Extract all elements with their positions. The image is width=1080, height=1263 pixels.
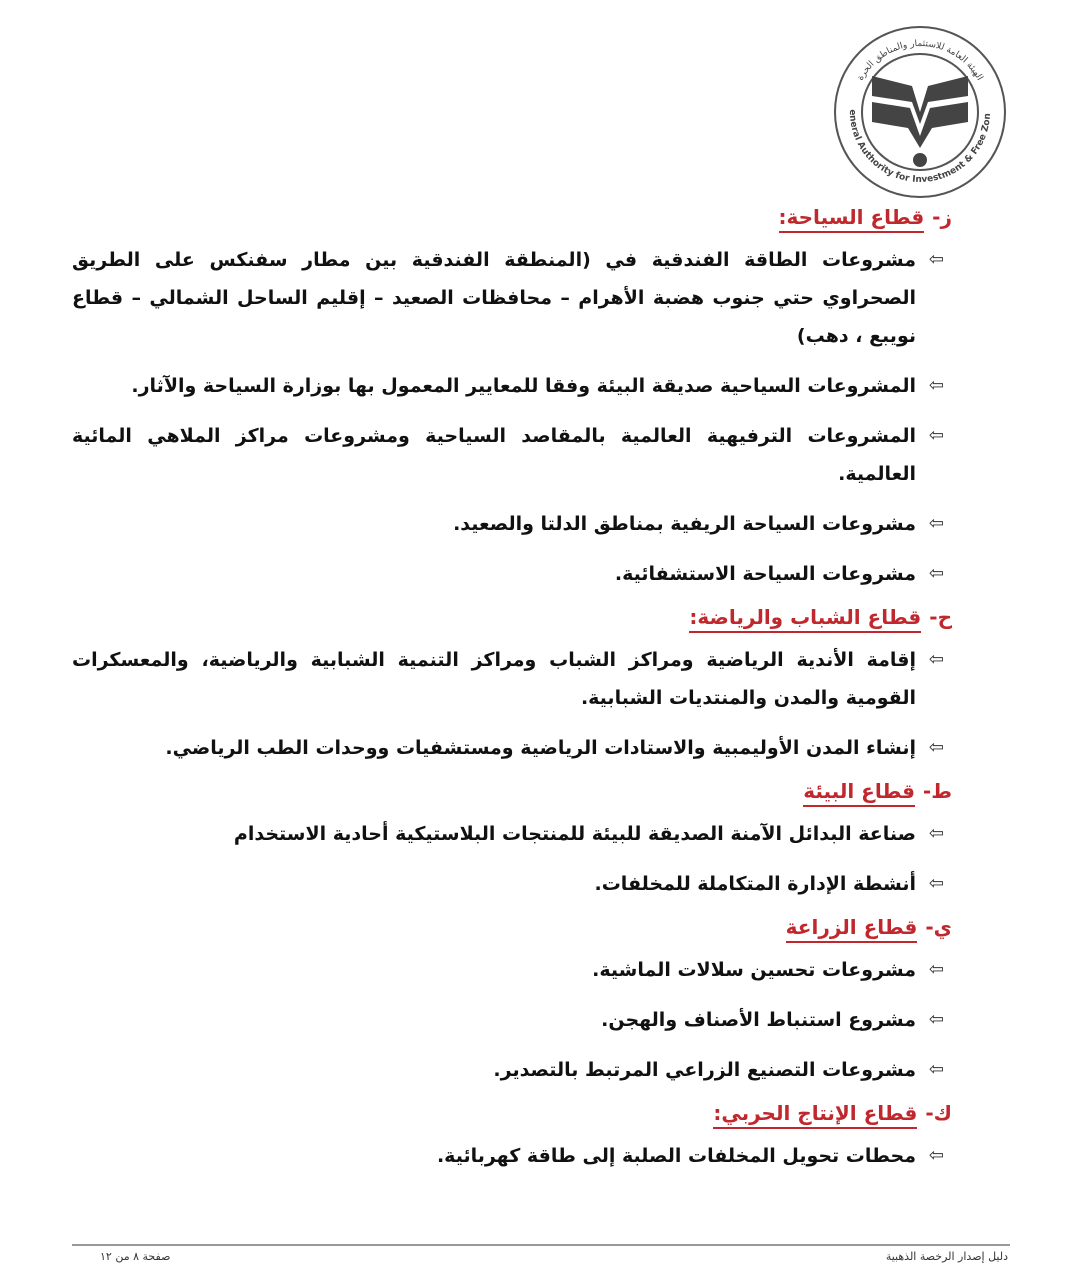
section-title: قطاع الإنتاج الحربي:: [713, 1101, 917, 1129]
list-item: [72, 1051, 944, 1089]
footer-page-number: صفحة ٨ من ١٢: [100, 1250, 171, 1263]
list-item: [72, 865, 944, 903]
section-heading: [72, 605, 952, 633]
section-letter: ط-: [922, 779, 952, 803]
arrow-left-icon: ⇦: [928, 249, 944, 270]
arrow-left-icon: ⇦: [928, 1009, 944, 1030]
list-item: [72, 1137, 944, 1175]
arrow-left-icon: ⇦: [928, 823, 944, 844]
arrow-left-icon: ⇦: [928, 959, 944, 980]
section-title: قطاع الزراعة: [786, 915, 918, 943]
list-item-text: أنشطة الإدارة المتكاملة للمخلفات.: [594, 873, 916, 895]
arrow-left-icon: ⇦: [928, 1145, 944, 1166]
section-letter: ح-: [929, 605, 952, 629]
list-item: [72, 367, 944, 405]
list-item-text: مشروعات التصنيع الزراعي المرتبط بالتصدير.: [493, 1059, 916, 1081]
section-heading: [72, 915, 952, 943]
arrow-left-icon: ⇦: [928, 425, 944, 446]
list-item-text: مشروعات السياحة الريفية بمناطق الدلتا والصعيد.: [453, 513, 916, 535]
list-item: [72, 815, 944, 853]
arrow-left-icon: ⇦: [928, 375, 944, 396]
arrow-left-icon: ⇦: [928, 649, 944, 670]
list-item: [72, 641, 944, 717]
svg-text:الهيئة العامة للاستثمار والمنا: الهيئة العامة للاستثمار والمناطق الحرة: [855, 38, 985, 83]
list-item: [72, 951, 944, 989]
svg-text:General Authority for Investme: eneral Authority for Investment & Free Zon: [846, 109, 994, 186]
list-item-text: مشروعات تحسين سلالات الماشية.: [592, 959, 916, 981]
footer-divider: [72, 1244, 1010, 1246]
section-title: قطاع البيئة: [803, 779, 915, 807]
arrow-left-icon: ⇦: [928, 563, 944, 584]
section: [72, 915, 972, 1089]
arrow-left-icon: ⇦: [928, 1059, 944, 1080]
list-item-text: إقامة الأندية الرياضية ومراكز الشباب ومراكز التنمية الشبابية والرياضية، والمعسكرات القومية والمدن والمنتديات الشبابية.: [72, 649, 916, 709]
section-heading: [72, 205, 952, 233]
list-item-text: إنشاء المدن الأوليمبية والاستادات الرياضية ومستشفيات ووحدات الطب الرياضي.: [165, 737, 916, 759]
section-title: قطاع الشباب والرياضة:: [689, 605, 921, 633]
section-heading: [72, 1101, 952, 1129]
list-item-text: المشروعات الترفيهية العالمية بالمقاصد السياحية ومشروعات مراكز الملاهي المائية العالمية.: [72, 425, 916, 485]
list-item: [72, 505, 944, 543]
footer-document-title: دليل إصدار الرخصة الذهبية: [885, 1250, 1008, 1263]
section: [72, 205, 972, 593]
list-item-text: صناعة البدائل الآمنة الصديقة للبيئة للمنتجات البلاستيكية أحادية الاستخدام: [233, 823, 916, 845]
section-heading: [72, 779, 952, 807]
arrow-left-icon: ⇦: [928, 873, 944, 894]
list-item-text: مشروعات السياحة الاستشفائية.: [614, 563, 916, 585]
list-item: [72, 417, 944, 493]
section: [72, 605, 972, 767]
section: [72, 1101, 972, 1175]
arrow-left-icon: ⇦: [928, 737, 944, 758]
list-item: [72, 555, 944, 593]
section-title: قطاع السياحة:: [779, 205, 925, 233]
list-item-text: المشروعات السياحية صديقة البيئة وفقا للمعايير المعمول بها بوزارة السياحة والآثار.: [131, 375, 916, 397]
list-item: [72, 729, 944, 767]
arrow-left-icon: ⇦: [928, 513, 944, 534]
list-item-text: محطات تحويل المخلفات الصلبة إلى طاقة كهربائية.: [436, 1145, 916, 1167]
authority-seal-logo: [832, 24, 1008, 200]
list-item-text: مشروعات الطاقة الفندقية في (المنطقة الفندقية بين مطار سفنكس على الطريق الصحراوي حتي جنوب هضبة الأهرام – محافظات الصعيد – إقليم الساحل الشمالي – قطاع نويبع ، دهب): [72, 249, 916, 347]
list-item: [72, 241, 944, 355]
section-letter: ي-: [925, 915, 952, 939]
list-item: [72, 1001, 944, 1039]
section-letter: ز-: [932, 205, 952, 229]
document-body: [72, 205, 972, 1187]
section: [72, 779, 972, 903]
list-item-text: مشروع استنباط الأصناف والهجن.: [601, 1009, 916, 1031]
section-letter: ك-: [925, 1101, 952, 1125]
